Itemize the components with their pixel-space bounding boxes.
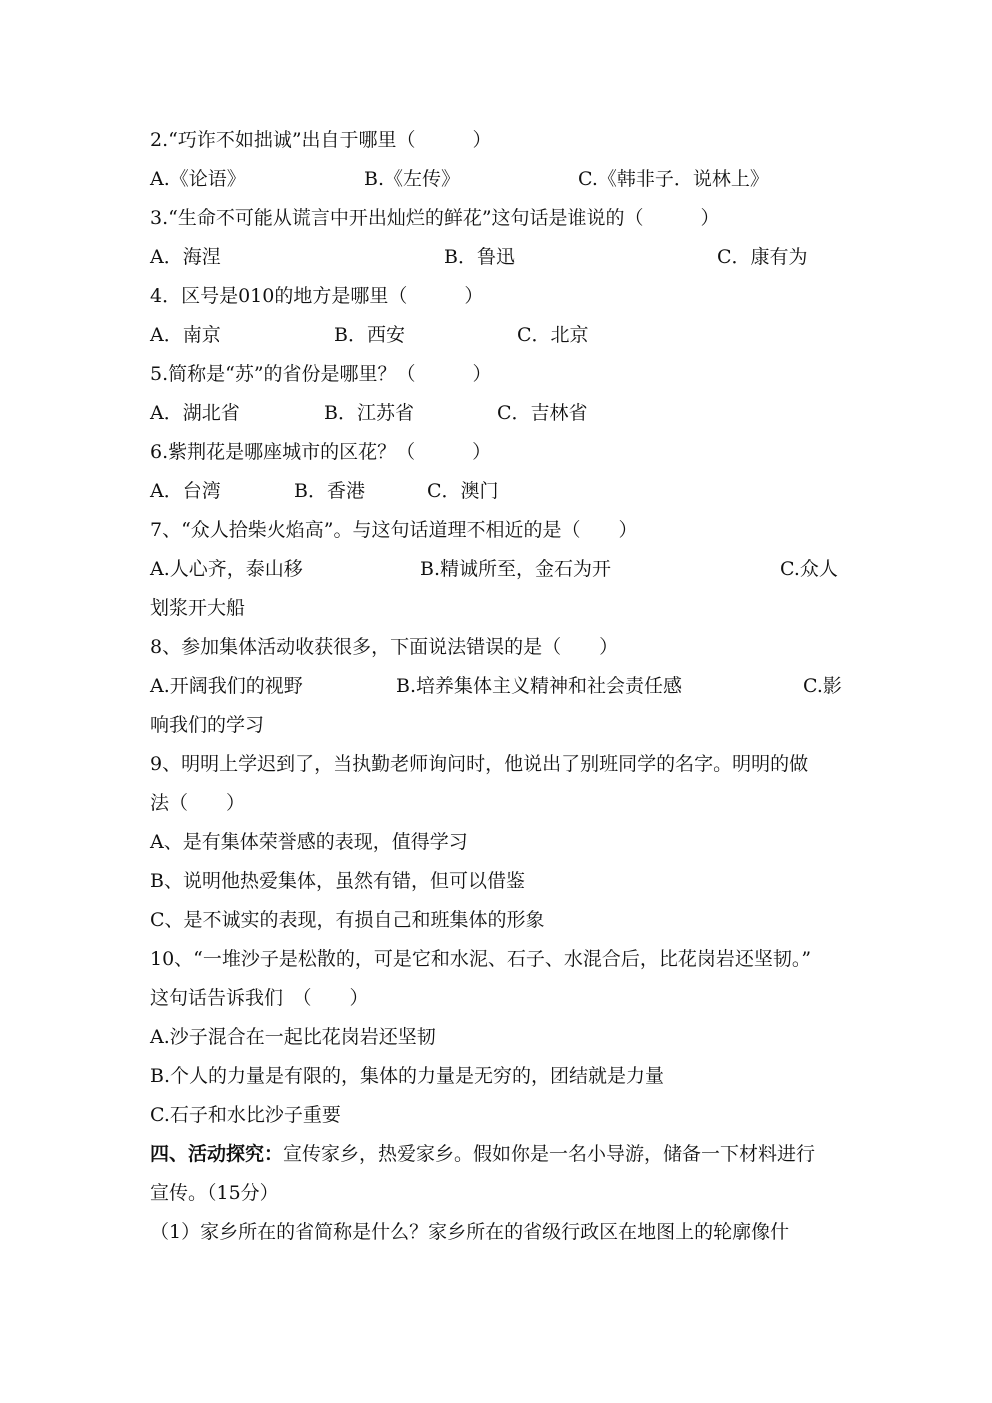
question-3-option-b: B．鲁迅 — [444, 246, 515, 268]
question-10-stem-line-2: 这句话告诉我们 （ ） — [150, 987, 369, 1009]
question-5-option-c: C．吉林省 — [497, 402, 588, 424]
question-10-stem-line-1: 10、“一堆沙子是松散的，可是它和水泥、石子、水混合后，比花岗岩还坚韧。” — [150, 948, 812, 970]
section-4-line-1 — [150, 1139, 815, 1169]
question-6-stem: 6.紫荆花是哪座城市的区花？（ ） — [150, 441, 492, 463]
section-4-sub-question-1: （1）家乡所在的省简称是什么？家乡所在的省级行政区在地图上的轮廓像什 — [150, 1221, 790, 1243]
question-7-option-a: A.人心齐，泰山移 — [150, 558, 303, 580]
question-5-stem: 5.简称是“苏”的省份是哪里？（ ） — [150, 363, 492, 385]
question-7-stem: 7、“众人拾柴火焰高”。与这句话道理不相近的是（ ） — [150, 519, 638, 541]
question-5-options — [150, 398, 842, 428]
question-9-option-a: A、是有集体荣誉感的表现，值得学习 — [150, 831, 468, 853]
question-3-options — [150, 242, 842, 272]
section-4-text-1: 宣传家乡，热爱家乡。假如你是一名小导游，储备一下材料进行 — [283, 1143, 816, 1165]
question-7-option-c: C.众人 — [780, 558, 838, 580]
question-6-option-b: B．香港 — [294, 480, 365, 502]
question-8-option-a: A.开阔我们的视野 — [150, 675, 303, 697]
question-6-option-c: C．澳门 — [427, 480, 499, 502]
question-9-option-c: C、是不诚实的表现，有损自己和班集体的形象 — [150, 909, 545, 931]
question-2-option-a: A.《论语》 — [150, 168, 246, 190]
question-4-option-b: B．西安 — [334, 324, 405, 346]
question-2-options — [150, 164, 842, 194]
question-8-option-c-continued: 响我们的学习 — [150, 714, 265, 736]
question-7-options — [150, 554, 842, 584]
question-8-option-c: C.影 — [803, 675, 842, 697]
question-9-stem-line-1: 9、明明上学迟到了，当执勤老师询问时，他说出了别班同学的名字。明明的做 — [150, 753, 809, 775]
question-6-option-a: A．台湾 — [150, 480, 221, 502]
question-5-option-b: B．江苏省 — [324, 402, 414, 424]
question-9-option-b: B、说明他热爱集体，虽然有错，但可以借鉴 — [150, 870, 525, 892]
question-10-option-c: C.石子和水比沙子重要 — [150, 1104, 341, 1126]
question-3-option-c: C．康有为 — [717, 246, 808, 268]
question-3-option-a: A．海涅 — [150, 246, 221, 268]
question-4-option-c: C．北京 — [517, 324, 589, 346]
question-4-stem: 4．区号是010的地方是哪里（ ） — [150, 285, 484, 307]
question-7-option-b: B.精诚所至，金石为开 — [420, 558, 612, 580]
question-6-options — [150, 476, 842, 506]
section-4-text-2: 宣传。（15分） — [150, 1182, 279, 1204]
question-10-option-b: B.个人的力量是有限的，集体的力量是无穷的，团结就是力量 — [150, 1065, 665, 1087]
question-8-stem: 8、参加集体活动收获很多，下面说法错误的是（ ） — [150, 636, 619, 658]
question-9-stem-line-2: 法（ ） — [150, 792, 246, 814]
question-2-option-c: C.《韩非子．说林上》 — [578, 168, 769, 190]
question-7-option-c-continued: 划浆开大船 — [150, 597, 246, 619]
section-4-heading: 四、活动探究： — [150, 1143, 284, 1165]
question-5-option-a: A．湖北省 — [150, 402, 240, 424]
question-8-option-b: B.培养集体主义精神和社会责任感 — [396, 675, 683, 697]
question-10-option-a: A.沙子混合在一起比花岗岩还坚韧 — [150, 1026, 436, 1048]
question-4-options — [150, 320, 842, 350]
question-4-option-a: A．南京 — [150, 324, 221, 346]
question-2-option-b: B.《左传》 — [364, 168, 461, 190]
question-8-options — [150, 671, 842, 701]
question-3-stem: 3.“生命不可能从谎言中开出灿烂的鲜花”这句话是谁说的（ ） — [150, 207, 720, 229]
question-2-stem: 2.“巧诈不如拙诚”出自于哪里（ ） — [150, 129, 492, 151]
